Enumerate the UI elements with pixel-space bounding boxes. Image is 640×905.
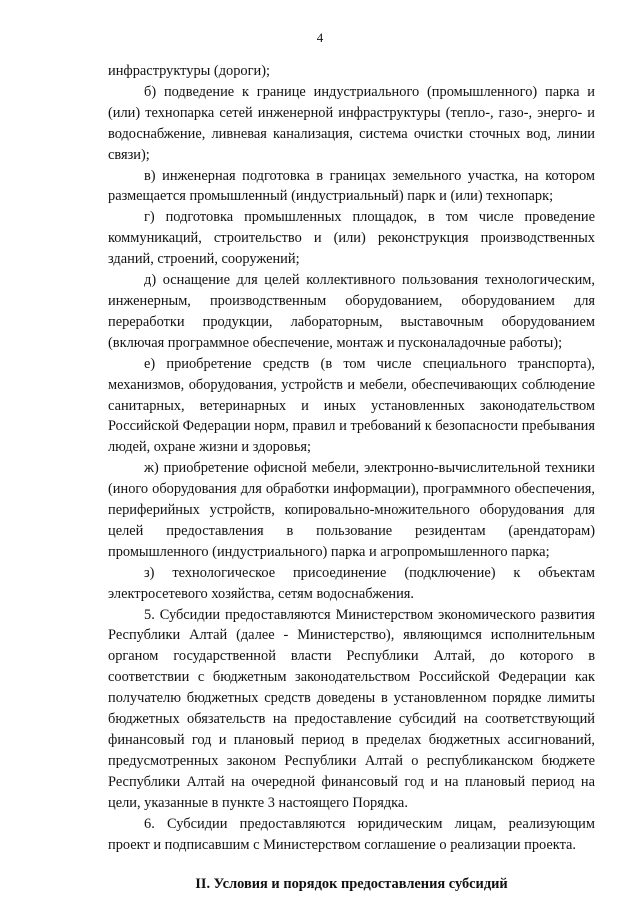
paragraph-item-v: в) инженерная подготовка в границах земельного участка, на котором размещается промышленный (индустриальный) парк и (или) технопарк; (108, 167, 595, 205)
paragraph-item-zh: ж) приобретение офисной мебели, электронно-вычислительной техники (иного оборудования для обработки информации), программного обеспечения, периферийных устройств, копировально-множительного оборудования для целей предоставления в пользование резидентам (арендаторам) промышленного (индустриального) парка и агропромышленного парка; (108, 460, 595, 560)
page-number: 4 (316, 30, 324, 45)
paragraph-item-d: д) оснащение для целей коллективного пользования технологическим, инженерным, производственным оборудованием, оборудованием для переработки продукции, лабораторным, выставочным оборудованием (включая программное обеспечение, монтаж и пусконаладочные работы); (108, 272, 595, 351)
paragraph-clause-6: 6. Субсидии предоставляются юридическим лицам, реализующим проект и подписавшим с Министерством соглашение о реализации проекта. (108, 815, 595, 853)
document-body (108, 61, 595, 895)
paragraph-item-e: е) приобретение средств (в том числе специального транспорта), механизмов, оборудования, устройств и мебели, обеспечивающих соблюдение санитарных, ветеринарных и иных установленных законодательством Российской Федерации норм, правил и требований к безопасности пребывания людей, охране жизни и здоровья; (108, 355, 595, 456)
paragraph-item-b: б) подведение к границе индустриального (промышленного) парка и (или) технопарка сетей инженерной инфраструктуры (тепло-, газо-, энерго- и водоснабжение, ливневая канализация, система очистки сточных вод, линии связи); (108, 83, 595, 163)
section-heading: II. Условия и порядок предоставления субсидий (195, 876, 508, 893)
paragraph-infrastructure-roads: инфраструктуры (дороги); (108, 63, 271, 79)
paragraph-clause-5: 5. Субсидии предоставляются Министерством экономического развития Республики Алтай (далее - Министерство), являющимся исполнительным органом государственной власти Республики Алтай, до которого в соответствии с бюджетным законодательством Российской Федерации как получателю бюджетных средств доведены в установленном порядке лимиты бюджетных обязательств на предоставление субсидий на соответствующий финансовый год и плановый период в пределах бюджетных ассигнований, предусмотренных законом Республики Алтай о республиканском бюджете Республики Алтай на очередной финансовый год и на плановый период на цели, указанные в пункте 3 настоящего Порядка. (108, 606, 595, 811)
paragraph-item-g: г) подготовка промышленных площадок, в том числе проведение коммуникаций, строительство и (или) реконструкция производственных зданий, строений, сооружений; (108, 209, 595, 268)
paragraph-item-z: з) технологическое присоединение (подключение) к объектам электросетевого хозяйства, сетям водоснабжения. (108, 564, 595, 602)
